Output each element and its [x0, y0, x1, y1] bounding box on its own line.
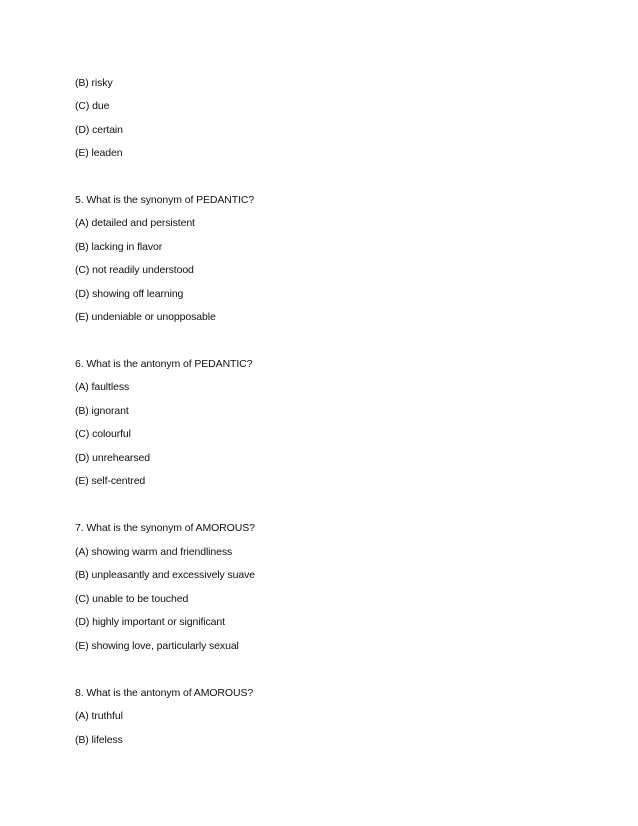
question-heading: 7. What is the synonym of AMOROUS?	[75, 522, 255, 534]
answer-option: (B) ignorant	[75, 405, 129, 417]
answer-option: (D) highly important or significant	[75, 616, 225, 628]
answer-option: (D) certain	[75, 124, 123, 136]
answer-option: (A) showing warm and friendliness	[75, 546, 233, 558]
question-heading: 6. What is the antonym of PEDANTIC?	[75, 358, 253, 370]
answer-option: (D) unrehearsed	[75, 452, 150, 464]
answer-option: (E) undeniable or unopposable	[75, 311, 216, 323]
answer-option: (A) detailed and persistent	[75, 217, 195, 229]
answer-option: (C) not readily understood	[75, 264, 194, 276]
answer-option: (B) lifeless	[75, 734, 123, 746]
answer-option: (B) risky	[75, 77, 113, 89]
answer-option: (E) leaden	[75, 147, 123, 159]
question-heading: 8. What is the antonym of AMOROUS?	[75, 687, 254, 699]
answer-option: (B) unpleasantly and excessively suave	[75, 569, 256, 581]
answer-option: (A) truthful	[75, 710, 123, 722]
answer-option: (A) faultless	[75, 381, 130, 393]
answer-option: (E) showing love, particularly sexual	[75, 640, 239, 652]
answer-option: (C) colourful	[75, 428, 131, 440]
answer-option: (C) due	[75, 100, 110, 112]
question-heading: 5. What is the synonym of PEDANTIC?	[75, 194, 255, 206]
answer-option: (B) lacking in flavor	[75, 241, 163, 253]
answer-option: (D) showing off learning	[75, 288, 184, 300]
answer-option: (C) unable to be touched	[75, 593, 189, 605]
answer-option: (E) self-centred	[75, 475, 146, 487]
